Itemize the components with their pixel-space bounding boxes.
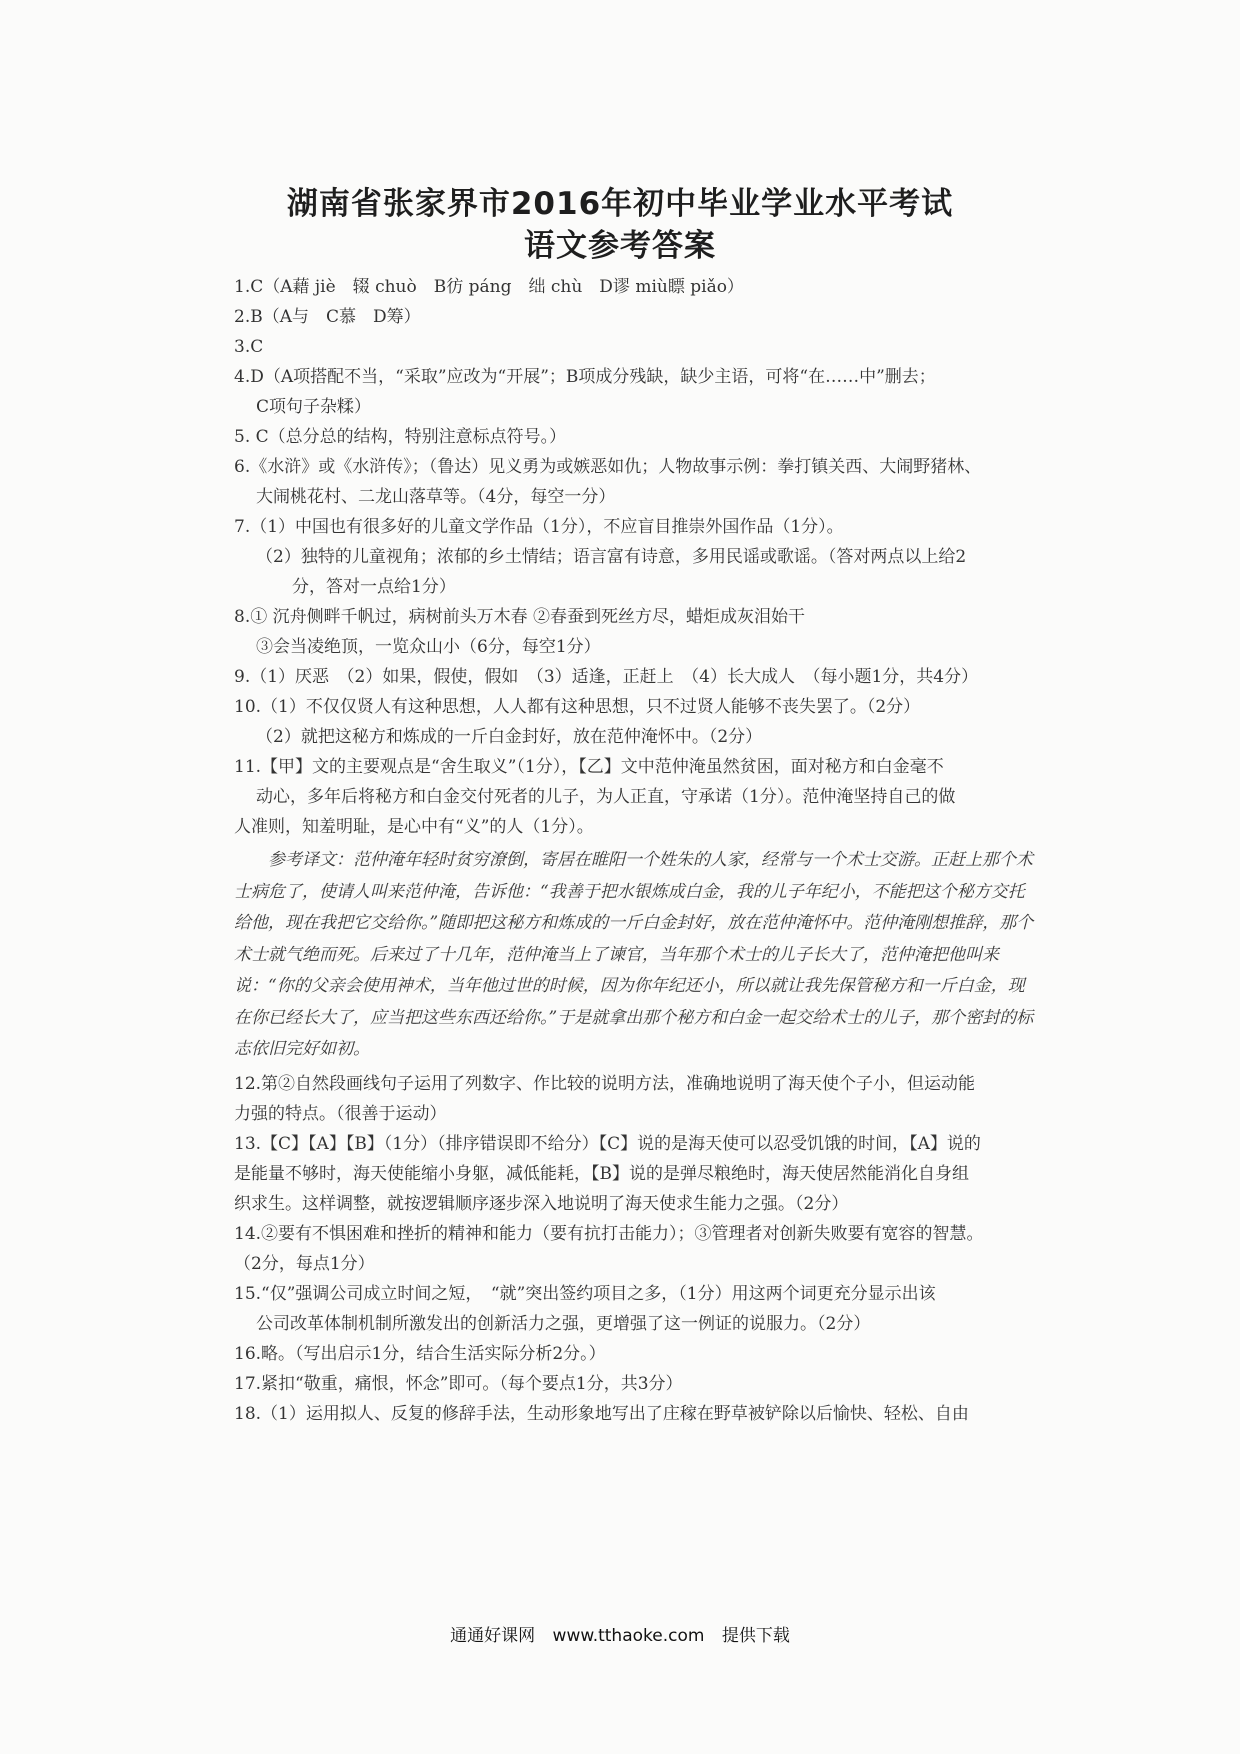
answer-line: 16.略。（写出启示1分，结合生活实际分析2分。） — [234, 1343, 606, 1364]
reference-translation: 参考译文：范仲淹年轻时贫穷潦倒，寄居在睢阳一个姓朱的人家，经常与一个术士交游。正赶上那个术士病危了，使请人叫来范仲淹，告诉他：“我善于把水银炼成白金，我的儿子年纪小，不能把这个秘方交托给他，现在我把它交给你。”随即把这秘方和炼成的一斤白金封好，放在范仲淹怀中。范仲淹刚想推辞，那个术士就气绝而死。后来过了十几年，范仲淹当上了谏官，当年那个术士的儿子长大了，范仲淹把他叫来说：“你的父亲会使用神术，当年他过世的时候，因为你年纪还小，所以就让我先保管秘方和一斤白金，现在你已经长大了，应当把这些东西还给你。”于是就拿出那个秘方和白金一起交给术士的儿子，那个密封的标志依旧完好如初。 — [234, 850, 1034, 1059]
answer-line: （2）就把这秘方和炼成的一斤白金封好，放在范仲淹怀中。（2分） — [256, 727, 763, 747]
page-title: 湖南省张家界市2016年初中毕业学业水平考试 — [286, 186, 954, 222]
answer-line: 3.C — [234, 337, 264, 357]
answer-line: 8.① 沉舟侧畔千帆过，病树前头万木春 ②春蚕到死丝方尽，蜡炬成灰泪始干 — [234, 607, 806, 627]
answer-line: 15.“仅”强调公司成立时间之短， “就”突出签约项目之多，（1分）用这两个词更充分显示出该 — [234, 1283, 936, 1304]
answer-line: 1.C（A藉 jiè 辍 chuò B彷 páng 绌 chù D谬 miù瞟 piǎo） — [234, 277, 744, 297]
answer-line: 4.D（A项搭配不当，“采取”应改为“开展”；B项成分残缺，缺少主语，可将“在……中”删去； — [234, 367, 936, 387]
answer-line: 18.（1）运用拟人、反复的修辞手法，生动形象地写出了庄稼在野草被铲除以后愉快、轻松、自由 — [234, 1403, 969, 1424]
answer-line: 7.（1）中国也有很多好的儿童文学作品（1分），不应盲目推崇外国作品（1分）。 — [234, 517, 844, 537]
answer-line: （2）独特的儿童视角；浓郁的乡土情结；语言富有诗意，多用民谣或歌谣。（答对两点以上给2 — [256, 547, 967, 567]
answer-line: 织求生。这样调整，就按逻辑顺序逐步深入地说明了海天使求生能力之强。（2分） — [234, 1193, 849, 1214]
answer-line: 10.（1）不仅仅贤人有这种思想，人人都有这种思想，只不过贤人能够不丧失罢了。（2分） — [234, 697, 921, 717]
footer-url-link[interactable]: www.tthaoke.com — [552, 1626, 705, 1646]
answer-line: ③会当凌绝顶，一览众山小（6分，每空1分） — [256, 637, 601, 657]
answer-line: 12.第②自然段画线句子运用了列数字、作比较的说明方法，准确地说明了海天使个子小，但运动能 — [234, 1073, 976, 1094]
answer-line: 9.（1）厌恶 （2）如果，假使，假如 （3）适逢，正赶上 （4）长大成人 （每小题1分，共4分） — [234, 667, 979, 687]
answer-list — [234, 272, 1040, 1429]
answer-line: 是能量不够时，海天使能缩小身躯，减低能耗，【B】说的是弹尽粮绝时，海天使居然能消化自身组 — [234, 1163, 969, 1184]
answer-line: 17.紧扣“敬重，痛恨，怀念”即可。（每个要点1分，共3分） — [234, 1373, 683, 1394]
answer-line: 6.《水浒》或《水浒传》；（鲁达）见义勇为或嫉恶如仇；人物故事示例：拳打镇关西、大闹野猪林、 — [234, 457, 982, 477]
answer-line: 14.②要有不惧困难和挫折的精神和能力（要有抗打击能力）；③管理者对创新失败要有宽容的智慧。 — [234, 1223, 984, 1244]
answer-line: 2.B（A与 C慕 D筹） — [234, 307, 421, 327]
answer-line: 11.【甲】文的主要观点是“舍生取义”（1分），【乙】文中范仲淹虽然贫困，面对秘方和白金毫不 — [234, 757, 944, 777]
answer-line: 力强的特点。（很善于运动） — [234, 1103, 447, 1124]
footer-site-name: 通通好课网 — [450, 1626, 536, 1646]
answer-line: C项句子杂糅） — [256, 397, 372, 417]
footer-note: 提供下载 — [721, 1626, 790, 1646]
answer-line: 分，答对一点给1分） — [292, 577, 456, 597]
answer-line: 大闹桃花村、二龙山落草等。（4分，每空一分） — [256, 487, 616, 507]
page-footer — [0, 1621, 1240, 1646]
page-subtitle: 语文参考答案 — [524, 228, 716, 264]
answer-line: 动心，多年后将秘方和白金交付死者的儿子，为人正直，守承诺（1分）。范仲淹坚持自己的做 — [256, 787, 956, 807]
answer-line: 人准则，知羞明耻，是心中有“义”的人（1分）。 — [234, 817, 594, 837]
answer-line: （2分，每点1分） — [234, 1253, 375, 1274]
answer-line: 13.【C】【A】【B】（1分）（排序错误即不给分）【C】说的是海天使可以忍受饥饿的时间，【A】说的 — [234, 1133, 981, 1154]
answer-line: 公司改革体制机制所激发出的创新活力之强，更增强了这一例证的说服力。（2分） — [256, 1313, 871, 1334]
answer-line: 5. C（总分总的结构，特别注意标点符号。） — [234, 427, 567, 447]
